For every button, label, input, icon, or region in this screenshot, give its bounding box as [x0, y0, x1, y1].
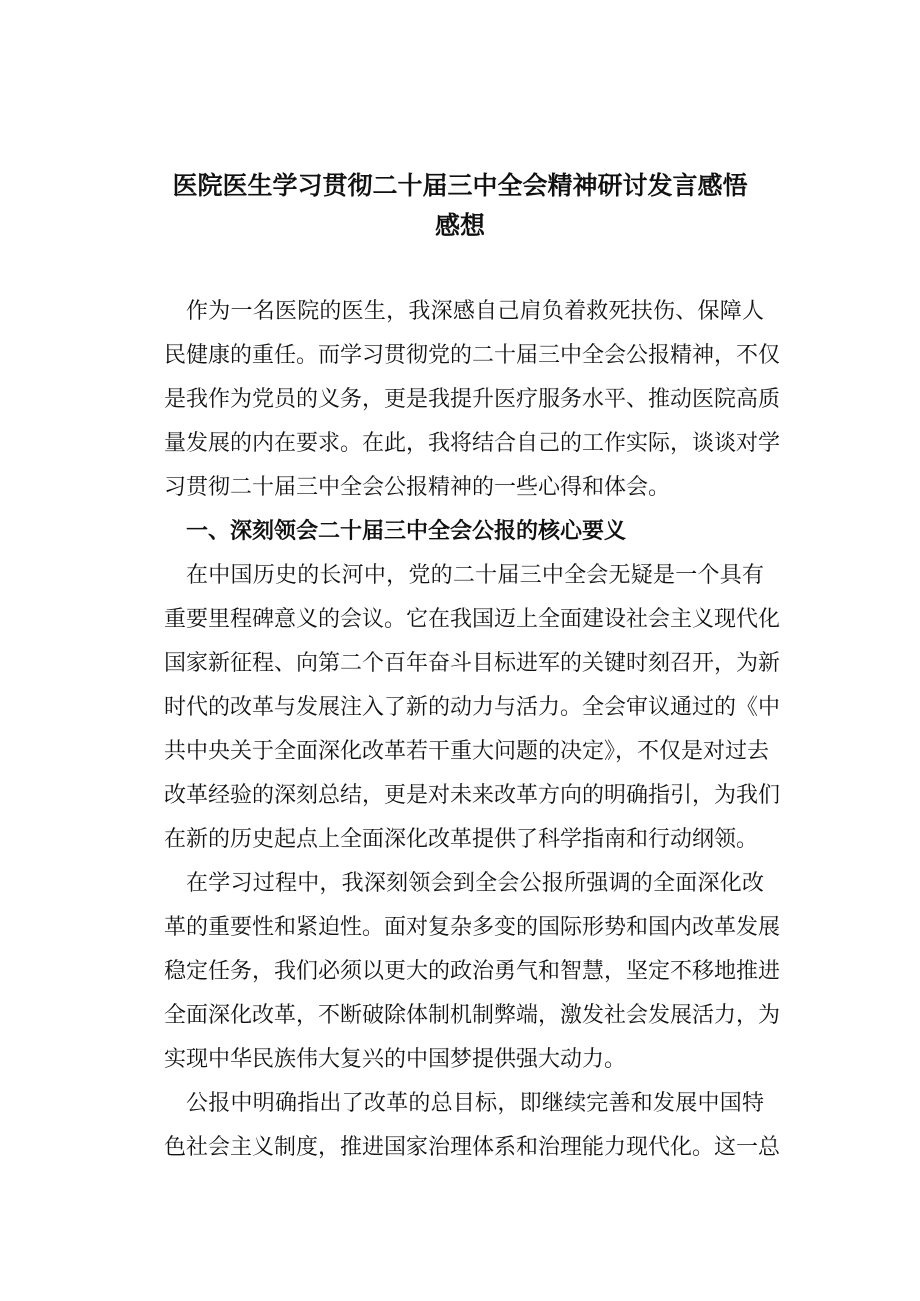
s1p1-line-5: 共中央关于全面深化改革若干重大问题的决定》，不仅是对过去 — [164, 739, 770, 764]
intro-line-2: 民健康的重任。而学习贯彻党的二十届三中全会公报精神，不仅 — [164, 343, 781, 368]
s1p1-line-2: 重要里程碑意义的会议。它在我国迈上全面建设社会主义现代化 — [164, 607, 781, 632]
s1p2-line-1: 在学习过程中，我深刻领会到全会公报所强调的全面深化改 — [186, 871, 764, 896]
intro-line-1: 作为一名医院的医生，我深感自己肩负着救死扶伤、保障人 — [186, 299, 764, 324]
s1p3-line-2: 色社会主义制度，推进国家治理体系和治理能力现代化。这一总 — [164, 1135, 781, 1160]
document-title-line-1: 医院医生学习贯彻二十届三中全会精神研讨发言感悟 — [172, 171, 748, 200]
s1p3-line-1: 公报中明确指出了改革的总目标，即继续完善和发展中国特 — [186, 1091, 764, 1116]
s1p2-line-3: 稳定任务，我们必须以更大的政治勇气和智慧，坚定不移地推进 — [164, 959, 781, 984]
intro-line-4: 量发展的内在要求。在此，我将结合自己的工作实际，谈谈对学 — [164, 431, 781, 456]
s1p1-line-7: 在新的历史起点上全面深化改革提供了科学指南和行动纲领。 — [164, 827, 759, 852]
s1p1-line-6: 改革经验的深刻总结，更是对未来改革方向的明确指引，为我们 — [164, 783, 781, 808]
section-1-heading: 一、深刻领会二十届三中全会公报的核心要义 — [186, 519, 627, 544]
s1p2-line-5: 实现中华民族伟大复兴的中国梦提供强大动力。 — [164, 1047, 627, 1072]
s1p1-line-4: 时代的改革与发展注入了新的动力与活力。全会审议通过的《中 — [164, 695, 781, 720]
intro-line-3: 是我作为党员的义务，更是我提升医疗服务水平、推动医院高质 — [164, 387, 781, 412]
s1p1-line-3: 国家新征程、向第二个百年奋斗目标进军的关键时刻召开，为新 — [164, 651, 781, 676]
document-title-line-2: 感想 — [434, 211, 485, 240]
s1p1-line-1: 在中国历史的长河中，党的二十届三中全会无疑是一个具有 — [186, 563, 764, 588]
intro-line-5: 习贯彻二十届三中全会公报精神的一些心得和体会。 — [164, 475, 671, 500]
s1p2-line-4: 全面深化改革，不断破除体制机制弊端，激发社会发展活力，为 — [164, 1003, 781, 1028]
s1p2-line-2: 革的重要性和紧迫性。面对复杂多变的国际形势和国内改革发展 — [164, 915, 781, 940]
